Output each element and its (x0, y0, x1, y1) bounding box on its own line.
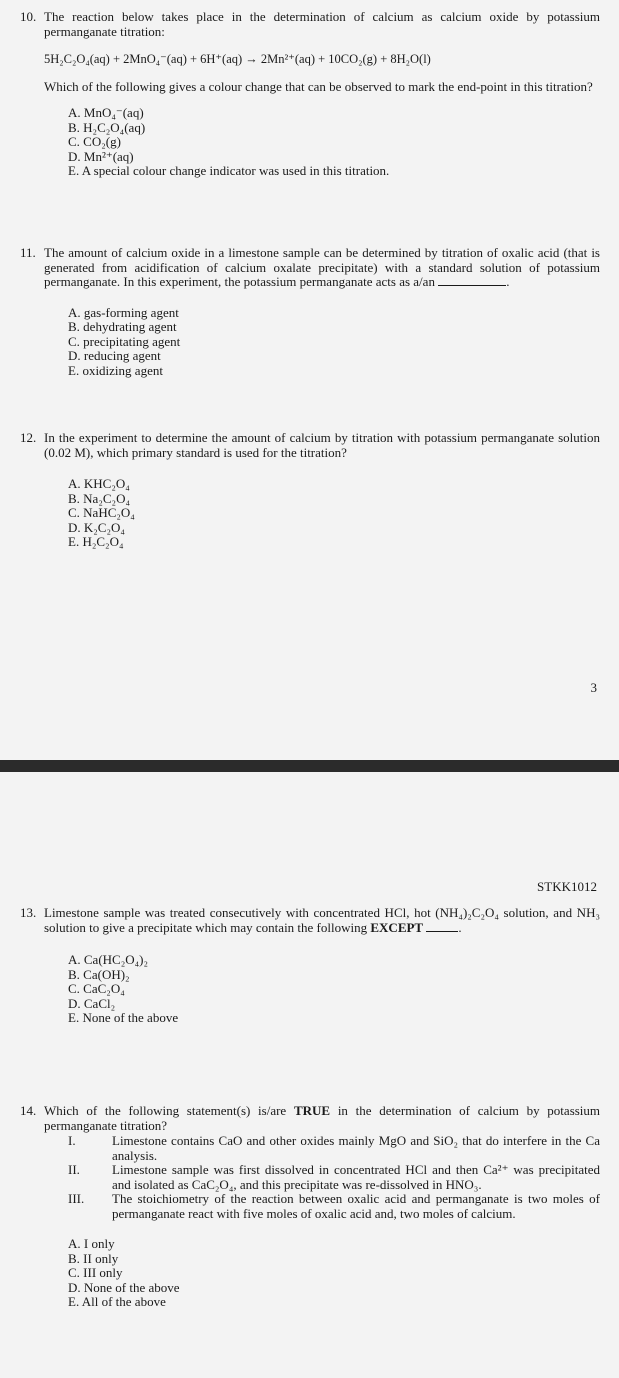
option-e[interactable]: E. A special colour change indicator was used in this titration. (68, 163, 390, 178)
question-number: 11. (20, 245, 36, 260)
exam-page-4 (0, 772, 619, 1378)
page-number: 3 (590, 680, 597, 695)
answer-options (68, 477, 600, 550)
question-text: The reaction below takes place in the determination of calcium as calcium oxide by potassium permanganate titration: (44, 9, 600, 39)
question-text: The amount of calcium oxide in a limestone sample can be determined by titration of oxalic acid (that is generated from acidification of calcium oxalate precipitate) with a standard solution of potassium permanganate. In this experiment, the potassium permanganate acts as a/an . (44, 245, 600, 289)
option-d[interactable]: D. None of the above (68, 1279, 180, 1295)
emphasis-except: EXCEPT (370, 919, 424, 935)
option-b[interactable]: B. Na₂C₂O₄ (68, 490, 130, 506)
question-text: Limestone sample was treated consecutively with concentrated HCl, hot (NH₄)₂C₂O₄ solution, and NH₃ solution to give a precipitate which may contain the following EXCEPT . (44, 905, 600, 935)
statement-i (68, 1134, 600, 1163)
statement-numeral: I. (68, 1133, 76, 1148)
statement-numeral: II. (68, 1162, 80, 1177)
statement-ii (68, 1163, 600, 1192)
option-b[interactable]: B. Ca(OH)₂ (68, 966, 130, 982)
option-a[interactable]: A. Ca(HC₂O₄)₂ (68, 952, 149, 967)
question-11 (20, 246, 600, 378)
question-10 (20, 10, 600, 179)
answer-options (68, 106, 600, 179)
statement-text: The stoichiometry of the reaction between oxalic acid and permanganate is two moles of permanganate react with five moles of oxalic acid and, two moles of calcium. (112, 1191, 600, 1221)
option-e[interactable]: E. H₂C₂O₄ (68, 534, 124, 549)
question-number: 12. (20, 430, 37, 445)
statement-text: Limestone contains CaO and other oxides mainly MgO and SiO₂ that do interfere in the Ca analysis. (112, 1133, 600, 1163)
option-b[interactable]: B. II only (68, 1250, 119, 1266)
course-code: STKK1012 (537, 879, 597, 894)
question-14 (20, 1104, 600, 1310)
question-number: 13. (20, 905, 37, 920)
option-a[interactable]: A. KHC₂O₄ (68, 476, 130, 491)
question-13 (20, 906, 600, 1026)
page-divider (0, 760, 619, 772)
option-d[interactable]: D. K₂C₂O₄ (68, 519, 125, 535)
emphasis-true: TRUE (293, 1103, 331, 1118)
option-e[interactable]: E. oxidizing agent (68, 362, 163, 378)
answer-options (68, 953, 600, 1026)
option-c[interactable]: C. III only (68, 1265, 123, 1280)
reaction-equation: 5H₂C₂O₄(aq) + 2MnO₄⁻(aq) + 6H⁺(aq) → 2Mn²⁺(aq) + 10CO₂(g) + 8H₂O(l) (44, 52, 431, 66)
question-text: Which of the following statement(s) is/are TRUE in the determination of calcium by potassium permanganate titration? (44, 1103, 601, 1133)
question-prompt: Which of the following gives a colour change that can be observed to mark the end-point in this titration? (44, 78, 593, 94)
option-d[interactable]: D. reducing agent (68, 348, 161, 363)
question-12 (20, 431, 600, 550)
answer-options (68, 1237, 600, 1310)
option-e[interactable]: E. All of the above (68, 1294, 166, 1309)
statement-list (68, 1134, 600, 1221)
option-c[interactable]: C. precipitating agent (68, 333, 181, 349)
statement-iii (68, 1192, 600, 1221)
option-a[interactable]: A. gas-forming agent (68, 304, 179, 320)
option-e[interactable]: E. None of the above (68, 1010, 179, 1025)
question-number: 10. (20, 9, 37, 24)
option-c[interactable]: C. CaC₂O₄ (68, 981, 125, 996)
option-b[interactable]: B. dehydrating agent (68, 319, 177, 334)
statement-numeral: III. (68, 1191, 85, 1206)
option-a[interactable]: A. I only (68, 1236, 115, 1251)
option-d[interactable]: D. CaCl₂ (68, 995, 116, 1011)
answer-options (68, 306, 600, 379)
option-d[interactable]: D. Mn²⁺(aq) (68, 148, 134, 164)
answer-blank (426, 921, 458, 932)
statement-text: Limestone sample was first dissolved in concentrated HCl and then Ca²⁺ was precipitated and isolated as CaC₂O₄, and this precipitate was re-dissolved in HNO₃. (112, 1162, 600, 1192)
option-b[interactable]: B. H₂C₂O₄(aq) (68, 119, 146, 135)
question-number: 14. (20, 1103, 37, 1118)
option-a[interactable]: A. MnO₄⁻(aq) (68, 105, 144, 120)
option-c[interactable]: C. NaHC₂O₄ (68, 505, 135, 520)
question-text: In the experiment to determine the amount of calcium by titration with potassium permanganate solution (0.02 M), which primary standard is used for the titration? (44, 430, 600, 460)
answer-blank (438, 275, 506, 286)
option-c[interactable]: C. CO₂(g) (68, 134, 121, 149)
